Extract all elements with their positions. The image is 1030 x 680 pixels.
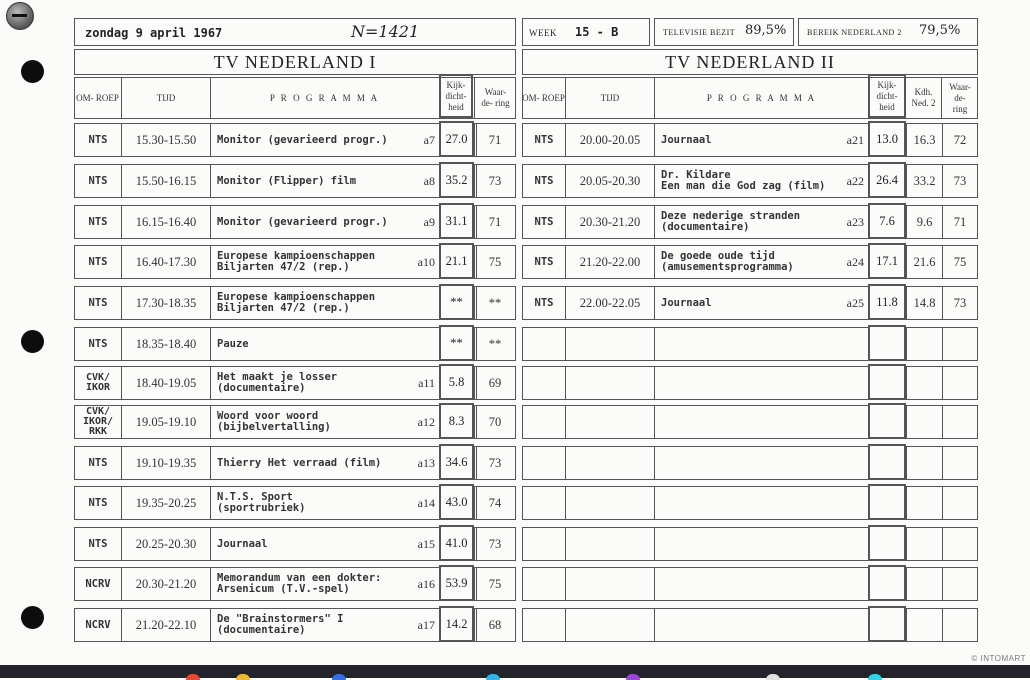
waardering-value [942,486,978,520]
time-cell: 18.40-19.05 [121,366,211,400]
kijkdichtheid-value: ** [439,284,474,320]
sample-size: N=1421 [351,22,420,41]
time-cell: 19.35-20.25 [121,486,211,520]
col-omroep: OM- ROEP [74,77,122,119]
kijkdichtheid-value: 34.6 [439,444,474,480]
omroep-cell: NTS [74,286,122,320]
kijkdichtheid-value: 14.2 [439,606,474,642]
col-kdh: Kdh. Ned. 2 [906,77,942,119]
kijkdichtheid-value: 13.0 [868,121,906,157]
kijkdichtheid-value: 31.1 [439,203,474,239]
kdh-ned2-value: 9.6 [906,205,943,239]
program-cell [654,405,869,439]
omroep-cell: NTS [522,245,566,279]
program-code: a13 [417,455,435,470]
program-cell [654,245,869,279]
panel-title-ned2: TV NEDERLAND II [522,49,978,75]
table-row [522,205,978,239]
kdh-ned2-value: 16.3 [906,123,943,157]
program-cell [210,286,440,320]
copyright-label: © INTOMART [971,654,1026,663]
program-title: Memorandum van een dokter: Arsenicum (T.V.-spel) [217,572,382,595]
omroep-cell: NCRV [74,608,122,642]
program-title: Journaal [661,133,712,146]
program-cell [210,567,440,601]
kijkdichtheid-value: 7.6 [868,203,906,239]
waardering-value: 73 [942,286,978,320]
time-cell: 19.10-19.35 [121,446,211,480]
omroep-cell [522,567,566,601]
program-title: Monitor (gevarieerd progr.) [217,215,388,228]
col-kijk: Kijk- dicht- heid [868,74,906,118]
program-cell [210,205,440,239]
kijkdichtheid-value: 27.0 [439,121,474,157]
program-code: a22 [846,173,864,188]
table-row [522,123,978,157]
program-cell [654,366,869,400]
tv-bezit-box [654,18,794,46]
time-cell [565,446,655,480]
program-code: a21 [846,132,864,147]
waardering-value: 73 [942,164,978,198]
omroep-cell: NTS [522,164,566,198]
kijkdichtheid-value [868,364,906,400]
col-waar: Waar- de- ring [949,81,971,114]
kijkdichtheid-value [868,606,906,642]
kijkdichtheid-value: 5.8 [439,364,474,400]
bereik-box [798,18,978,46]
waardering-value [942,608,978,642]
program-title: Thierry Het verraad (film) [217,456,382,469]
col-programma: P R O G R A M M A [269,92,380,103]
bereik-value: 79,5% [919,23,961,38]
taskbar-app-icon[interactable] [868,674,882,680]
kijkdichtheid-value: 41.0 [439,525,474,561]
time-cell: 16.15-16.40 [121,205,211,239]
time-cell: 20.00-20.05 [565,123,655,157]
kdh-ned2-value [906,446,943,480]
program-code: a25 [846,295,864,310]
time-cell [565,608,655,642]
table-row [74,164,516,198]
week-box [522,18,650,46]
program-code: a23 [846,214,864,229]
program-cell [210,527,440,561]
kdh-ned2-value [906,608,943,642]
date-box [74,18,516,46]
binder-hole-icon [21,606,44,629]
program-title: Journaal [217,537,268,550]
program-cell [654,286,869,320]
program-title: N.T.S. Sport (sportrubriek) [217,491,306,514]
time-cell: 18.35-18.40 [121,327,211,361]
omroep-cell: NTS [74,123,122,157]
waardering-value: 70 [474,405,516,439]
kijkdichtheid-value: 17.1 [868,243,906,279]
waardering-value [942,527,978,561]
time-cell [565,567,655,601]
kijkdichtheid-value [868,525,906,561]
program-cell [210,366,440,400]
program-cell [654,446,869,480]
waardering-value: 75 [474,567,516,601]
time-cell [565,527,655,561]
tv-bezit-value: 89,5% [745,23,787,38]
waardering-value [942,446,978,480]
week-value: 15 - B [575,25,619,39]
date-label: zondag 9 april 1967 [85,26,223,40]
time-cell: 20.25-20.30 [121,527,211,561]
program-cell [210,327,440,361]
waardering-value: ** [474,327,516,361]
program-cell [654,567,869,601]
program-code: a14 [417,495,435,510]
kijkdichtheid-value: 26.4 [868,162,906,198]
kijkdichtheid-value [868,403,906,439]
table-row [74,205,516,239]
table-row [74,446,516,480]
omroep-cell: NCRV [74,567,122,601]
bereik-label: BEREIK NEDERLAND 2 [807,28,902,37]
time-cell [565,366,655,400]
kijkdichtheid-value [868,325,906,361]
time-cell: 21.20-22.10 [121,608,211,642]
time-cell: 21.20-22.00 [565,245,655,279]
omroep-cell: CVK/ IKOR/ RKK [74,405,122,439]
col-omroep: OM- ROEP [522,77,566,119]
program-title: Europese kampioenschappen Biljarten 47/2 (rep.) [217,250,376,273]
kijkdichtheid-value: 53.9 [439,565,474,601]
waardering-value [942,327,978,361]
col-tijd: TIJD [566,77,655,119]
omroep-cell [522,527,566,561]
taskbar-app-icon[interactable] [236,674,250,680]
table-row [522,486,978,520]
program-cell [210,245,440,279]
taskbar-app-icon[interactable] [332,674,346,680]
time-cell: 20.05-20.30 [565,164,655,198]
program-code: a12 [417,414,435,429]
table-row [522,567,978,601]
program-code: a7 [423,132,435,147]
program-code: a8 [423,173,435,188]
program-title: Pauze [217,337,249,350]
program-cell [210,123,440,157]
omroep-cell: NTS [74,527,122,561]
table-row [522,405,978,439]
waardering-value: 73 [474,446,516,480]
time-cell [565,486,655,520]
program-cell [654,486,869,520]
table-row [522,164,978,198]
omroep-cell: NTS [74,164,122,198]
col-tijd: TIJD [122,77,211,119]
kijkdichtheid-value [868,444,906,480]
table-row [522,245,978,279]
program-cell [210,608,440,642]
omroep-cell [522,366,566,400]
table-row [522,608,978,642]
time-cell: 17.30-18.35 [121,286,211,320]
taskbar-app-icon[interactable] [766,674,780,680]
time-cell: 19.05-19.10 [121,405,211,439]
program-cell [654,327,869,361]
kdh-ned2-value: 21.6 [906,245,943,279]
waardering-value: 68 [474,608,516,642]
program-cell [654,164,869,198]
kijkdichtheid-value [868,484,906,520]
time-cell: 22.00-22.05 [565,286,655,320]
kijkdichtheid-value [868,565,906,601]
kdh-ned2-value: 14.8 [906,286,943,320]
time-cell [565,327,655,361]
program-code: a11 [418,375,435,390]
table-row [74,486,516,520]
table-row [74,286,516,320]
table-row [522,366,978,400]
table-row [74,567,516,601]
omroep-cell: NTS [74,245,122,279]
omroep-cell: NTS [522,286,566,320]
table-row [522,527,978,561]
program-cell [210,486,440,520]
waardering-value: ** [474,286,516,320]
omroep-cell: NTS [74,327,122,361]
program-cell [654,123,869,157]
program-title: De goede oude tijd (amusementsprogramma) [661,250,794,273]
program-title: Dr. Kildare Een man die God zag (film) [661,169,826,192]
col-kijk: Kijk- dicht- heid [439,74,473,118]
program-cell [654,205,869,239]
omroep-cell [522,405,566,439]
waardering-value [942,405,978,439]
program-cell [210,164,440,198]
program-code: a17 [417,617,435,632]
waardering-value: 73 [474,527,516,561]
table-row [74,327,516,361]
week-label: WEEK [529,28,557,38]
program-title: Europese kampioenschappen Biljarten 47/2 (rep.) [217,291,376,314]
waardering-value: 75 [474,245,516,279]
waardering-value [942,366,978,400]
omroep-cell: NTS [74,446,122,480]
waardering-value: 72 [942,123,978,157]
program-title: Woord voor woord (bijbelvertalling) [217,410,331,433]
kdh-ned2-value: 33.2 [906,164,943,198]
omroep-cell [522,486,566,520]
kdh-ned2-value [906,366,943,400]
omroep-cell [522,327,566,361]
binder-clip-icon [6,2,34,30]
omroep-cell [522,446,566,480]
program-title: Deze nederige stranden (documentaire) [661,210,801,233]
omroep-cell: NTS [74,486,122,520]
program-cell [210,446,440,480]
kijkdichtheid-value: 8.3 [439,403,474,439]
waardering-value: 71 [474,205,516,239]
tv-bezit-label: TELEVISIE BEZIT [663,28,736,37]
panel-title-ned1: TV NEDERLAND I [74,49,516,75]
waardering-value: 71 [474,123,516,157]
kijkdichtheid-value: 35.2 [439,162,474,198]
kdh-ned2-value [906,527,943,561]
binder-hole-icon [21,60,44,83]
col-programma: P R O G R A M M A [706,92,817,103]
kdh-ned2-value [906,327,943,361]
program-title: Het maakt je losser (documentaire) [217,371,338,394]
program-cell [654,608,869,642]
kijkdichtheid-value: ** [439,325,474,361]
program-title: De "Brainstormers" I (documentaire) [217,613,344,636]
program-title: Monitor (Flipper) film [217,174,357,187]
kijkdichtheid-value: 21.1 [439,243,474,279]
binder-hole-icon [21,330,44,353]
kdh-ned2-value [906,567,943,601]
omroep-cell: CVK/ IKOR [74,366,122,400]
kijkdichtheid-value: 43.0 [439,484,474,520]
program-code: a10 [417,254,435,269]
time-cell: 20.30-21.20 [121,567,211,601]
program-cell [654,527,869,561]
waardering-value: 75 [942,245,978,279]
kijkdichtheid-value: 11.8 [868,284,906,320]
table-row [74,123,516,157]
omroep-cell: NTS [522,123,566,157]
waardering-value: 74 [474,486,516,520]
table-row [74,245,516,279]
taskbar-app-icon[interactable] [626,674,640,680]
kdh-ned2-value [906,405,943,439]
program-cell [210,405,440,439]
waardering-value: 71 [942,205,978,239]
time-cell: 15.50-16.15 [121,164,211,198]
time-cell: 20.30-21.20 [565,205,655,239]
omroep-cell [522,608,566,642]
col-waar: Waar- de- ring [474,77,516,119]
waardering-value: 73 [474,164,516,198]
table-row [522,446,978,480]
table-row [74,608,516,642]
table-row [74,527,516,561]
omroep-cell: NTS [522,205,566,239]
table-row [522,286,978,320]
waardering-value [942,567,978,601]
omroep-cell: NTS [74,205,122,239]
program-code: a9 [423,214,435,229]
program-code: a24 [846,254,864,269]
table-row [74,366,516,400]
taskbar-app-icon[interactable] [186,674,200,680]
program-title: Journaal [661,296,712,309]
program-title: Monitor (gevarieerd progr.) [217,133,388,146]
waardering-value: 69 [474,366,516,400]
time-cell: 16.40-17.30 [121,245,211,279]
table-row [74,405,516,439]
program-code: a16 [417,576,435,591]
kdh-ned2-value [906,486,943,520]
time-cell: 15.30-15.50 [121,123,211,157]
table-row [522,327,978,361]
program-code: a15 [417,536,435,551]
time-cell [565,405,655,439]
taskbar-app-icon[interactable] [486,674,500,680]
